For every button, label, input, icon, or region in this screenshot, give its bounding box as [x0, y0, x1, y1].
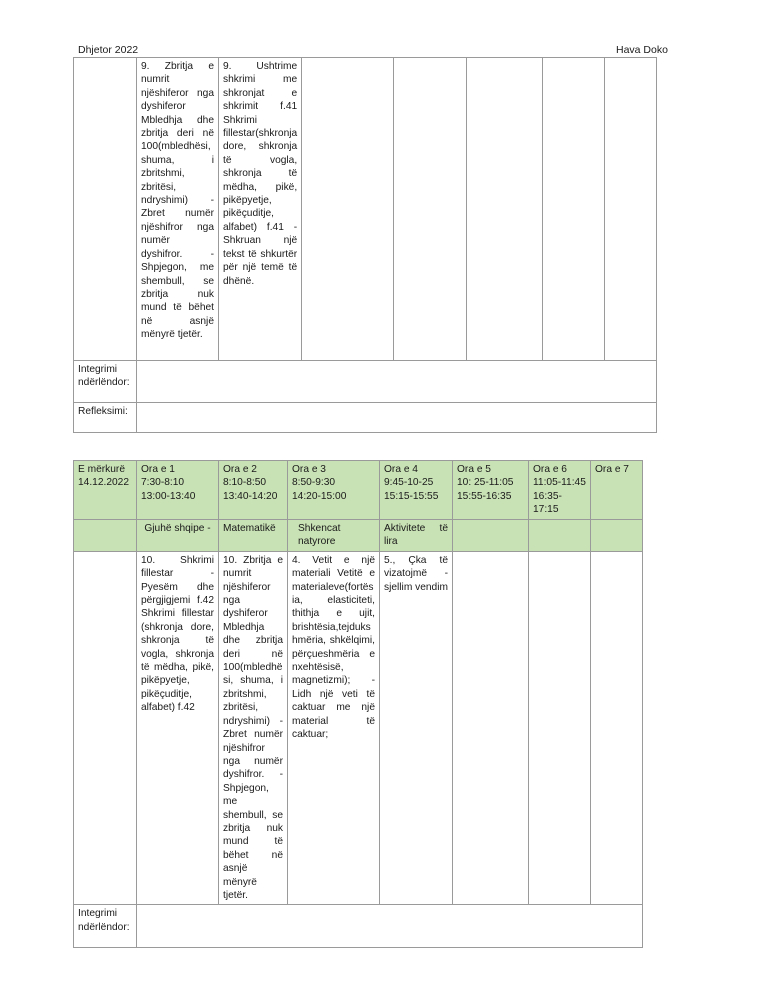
- lesson-cell-math: 10. Zbritja e numrit njëshiferor nga dyshiferor Mbledhja dhe zbritja deri në 100(mbledhë si, shuma, i zbritshmi, zbritësi, ndryshimi) -Zbret numër njëshifror nga numër dyshifror. -Shpjegon, me shembull, se zbritja nuk mund të bëhet në asnjë mënyrë tjetër.: [219, 551, 288, 905]
- lesson-row: [74, 551, 643, 905]
- integration-label: Integrimi ndërlëndor:: [74, 905, 137, 948]
- integration-value: [137, 905, 643, 948]
- period-cell: Ora e 5 10: 25-11:05 15:55-16:35: [453, 461, 529, 520]
- reflection-row: [74, 403, 657, 433]
- lesson-cell-activities: 5., Çka të vizatojmë - sjellim vendim: [380, 551, 453, 905]
- period-header-row: [74, 461, 643, 520]
- plan-table-previous: [73, 57, 657, 433]
- header-teacher: Hava Doko: [616, 44, 668, 56]
- integration-label: Integrimi ndërlëndor:: [74, 361, 137, 403]
- period-cell: Ora e 1 7:30-8:10 13:00-13:40: [137, 461, 219, 520]
- period-cell: Ora e 7: [591, 461, 643, 520]
- subject-label-cell: [74, 520, 137, 552]
- subject-cell: [529, 520, 591, 552]
- lesson-cell: [591, 551, 643, 905]
- reflection-value: [137, 403, 657, 433]
- period-cell: Ora e 2 8:10-8:50 13:40-14:20: [219, 461, 288, 520]
- integration-row: [74, 905, 643, 948]
- lesson-cell: [467, 58, 543, 361]
- lesson-row: [74, 58, 657, 361]
- subject-cell: Aktivitete të lira: [380, 520, 453, 552]
- subject-row: [74, 520, 643, 552]
- label-cell: [74, 58, 137, 361]
- lesson-cell: [453, 551, 529, 905]
- lesson-cell-science: 4. Vetit e një materiali Vetitë e materialeve(fortës ia, elasticiteti, thithja e ujit, brishtësia,tejduks hmëria, shkëlqimi, përçueshmëria e nxehtësisë, magnetizmi); -Lidh një veti të caktuar me një material të caktuar;: [288, 551, 380, 905]
- subject-cell: Shkencat natyrore: [288, 520, 380, 552]
- period-cell: Ora e 3 8:50-9:30 14:20-15:00: [288, 461, 380, 520]
- lesson-cell-math: 9. Zbritja e numrit njëshiferor nga dyshiferor Mbledhja dhe zbritja deri në 100(mbledhësi, shuma, i zbritshmi, zbritësi, ndryshimi) -Zbret numër njëshifror nga numër dyshifror. -Shpjegon, me shembull, se zbritja nuk mund të bëhet në asnjë mënyrë tjetër.: [137, 58, 219, 361]
- period-cell: Ora e 6 11:05-11:45 16:35-17:15: [529, 461, 591, 520]
- lesson-cell: [394, 58, 467, 361]
- header-month: Dhjetor 2022: [78, 44, 139, 56]
- lesson-cell: [302, 58, 394, 361]
- period-cell: Ora e 4 9:45-10-25 15:15-15:55: [380, 461, 453, 520]
- integration-value: [137, 361, 657, 403]
- label-cell: [74, 551, 137, 905]
- lesson-cell: [529, 551, 591, 905]
- reflection-label: Refleksimi:: [74, 403, 137, 433]
- subject-cell: Matematikë: [219, 520, 288, 552]
- subject-cell: Gjuhë shqipe -: [137, 520, 219, 552]
- subject-cell: [453, 520, 529, 552]
- lesson-cell-albanian: 10. Shkrimi fillestar -Pyesëm dhe përgjigjemi f.42 Shkrimi fillestar (shkronja dore, shkronja të vogla, shkronja të mëdha, pikë, pikëpyetje, pikëçuditje, alfabet) f.42: [137, 551, 219, 905]
- plan-table-wednesday: [73, 460, 643, 948]
- day-date-cell: E mërkurë 14.12.2022: [74, 461, 137, 520]
- subject-cell: [591, 520, 643, 552]
- lesson-cell-albanian: 9. Ushtrime shkrimi me shkronjat e shkrimit f.41 Shkrimi fillestar(shkronja dore, shkronja të vogla, shkronja të mëdha, pikë, pikëpyetje, pikëçuditje, alfabet) f.41 -Shkruan një tekst të shkurtër për një temë të dhënë.: [219, 58, 302, 361]
- integration-row: [74, 361, 657, 403]
- lesson-cell: [543, 58, 605, 361]
- lesson-cell: [605, 58, 657, 361]
